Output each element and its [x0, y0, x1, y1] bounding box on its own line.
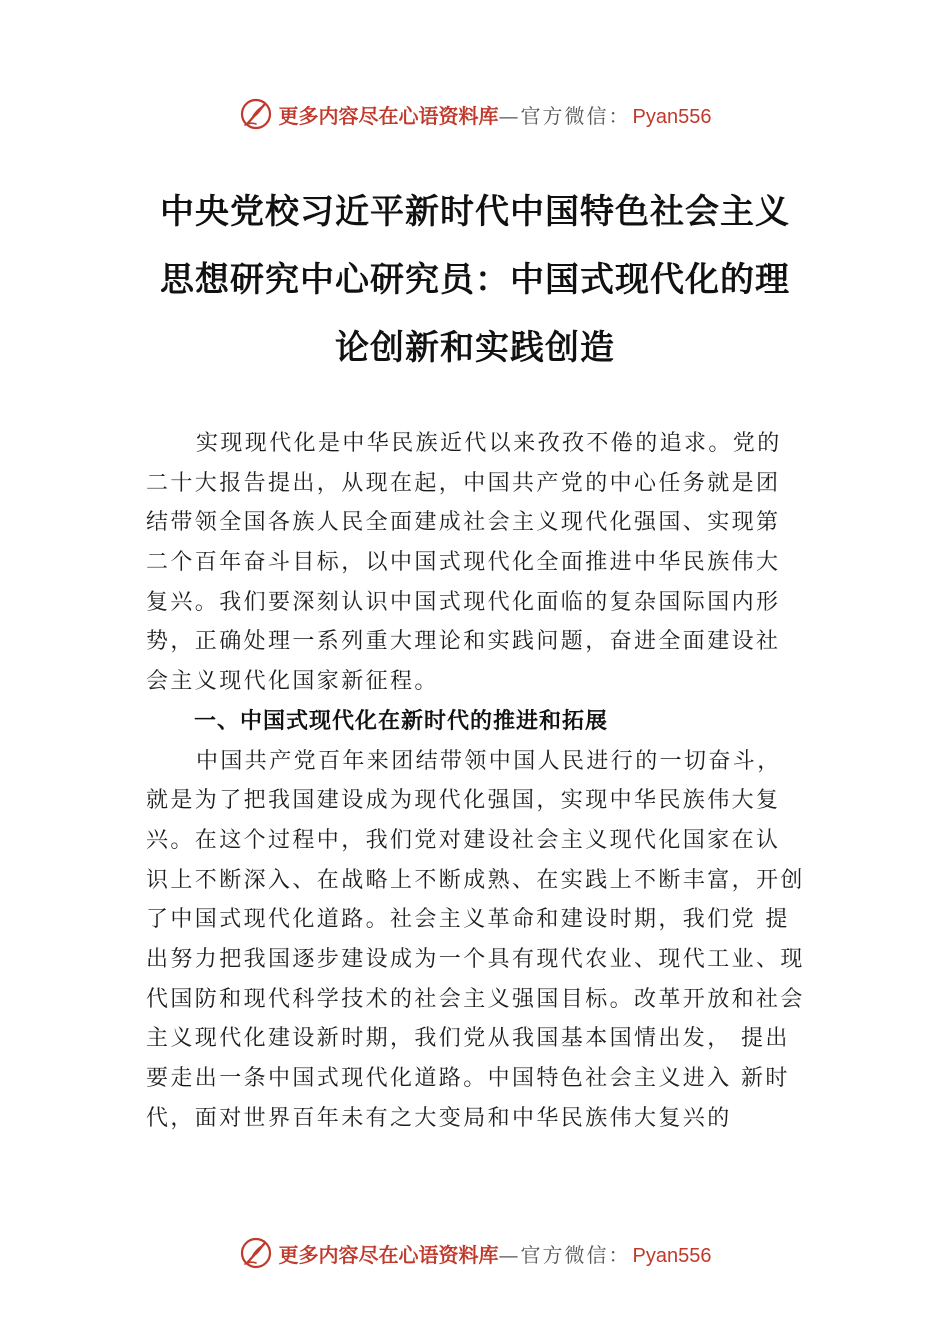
banner-wechat-id: Pyan556	[632, 1244, 712, 1267]
paragraph-line: 实现现代化是中华民族近代以来孜孜不倦的追求。党的	[196, 431, 782, 456]
paragraph-line: 代国防和现代科学技术的社会主义强国目标。改革开放和社会	[146, 986, 805, 1012]
banner-brand-text: 更多内容尽在心语资料库	[278, 1242, 499, 1267]
paragraph-line: 势，正确处理一系列重大理论和实践问题，奋进全面建设社	[146, 629, 781, 655]
paragraph-line: 中国共产党百年来团结带领中国人民进行的一切奋斗，	[196, 748, 782, 774]
paragraph-line: 二十大报告提出，从现在起，中国共产党的中心任务就是团	[146, 470, 781, 496]
document-body	[146, 424, 836, 1138]
section-heading: 一、中国式现代化在新时代的推进和拓展	[194, 708, 609, 734]
paragraph-line: 代，面对世界百年未有之大变局和中华民族伟大复兴的	[146, 1105, 732, 1131]
paragraph-line: 要走出一条中国式现代化道路。中国特色社会主义进入 新时	[146, 1066, 790, 1091]
banner-wechat-label: 官方微信：	[520, 1242, 631, 1267]
paragraph-line: 主义现代化建设新时期，我们党从我国基本国情出发， 提出	[146, 1026, 790, 1052]
quill-logo-icon	[239, 97, 273, 131]
banner-dash: —	[498, 1242, 521, 1267]
header-watermark-banner	[0, 94, 950, 134]
paragraph-line: 了中国式现代化道路。社会主义革命和建设时期，我们党 提	[146, 907, 790, 933]
paragraph-line: 兴。在这个过程中，我们党对建设社会主义现代化国家在认	[146, 827, 781, 853]
banner-dash: —	[498, 103, 521, 128]
paragraph-line: 会主义现代化国家新征程。	[146, 669, 439, 695]
paragraph-line: 就是为了把我国建设成为现代化强国，实现中华民族伟大复	[146, 788, 781, 814]
paragraph-line: 出努力把我国逐步建设成为一个具有现代农业、现代工业、现	[146, 946, 805, 972]
banner-brand-text: 更多内容尽在心语资料库	[278, 103, 499, 128]
title-line: 论创新和实践创造	[335, 328, 615, 368]
paragraph-line: 结带领全国各族人民全面建成社会主义现代化强国、实现第	[146, 510, 781, 536]
quill-logo-icon	[239, 1236, 273, 1270]
paragraph-intro	[146, 424, 836, 702]
document-title	[110, 178, 840, 382]
banner-text	[279, 1239, 712, 1268]
paragraph-line: 复兴。我们要深刻认识中国式现代化面临的复杂国际国内形	[146, 589, 781, 615]
title-line: 思想研究中心研究员：中国式现代化的理	[160, 260, 790, 300]
banner-wechat-id: Pyan556	[632, 105, 712, 128]
paragraph-line: 识上不断深入、在战略上不断成熟、在实践上不断丰富，开创	[146, 867, 805, 893]
banner-text	[279, 100, 712, 129]
title-line: 中央党校习近平新时代中国特色社会主义	[160, 192, 790, 232]
paragraph-line: 二个百年奋斗目标，以中国式现代化全面推进中华民族伟大	[146, 550, 781, 576]
footer-watermark-banner	[0, 1233, 950, 1273]
banner-wechat-label: 官方微信：	[520, 103, 631, 128]
paragraph-section1	[146, 742, 836, 1139]
